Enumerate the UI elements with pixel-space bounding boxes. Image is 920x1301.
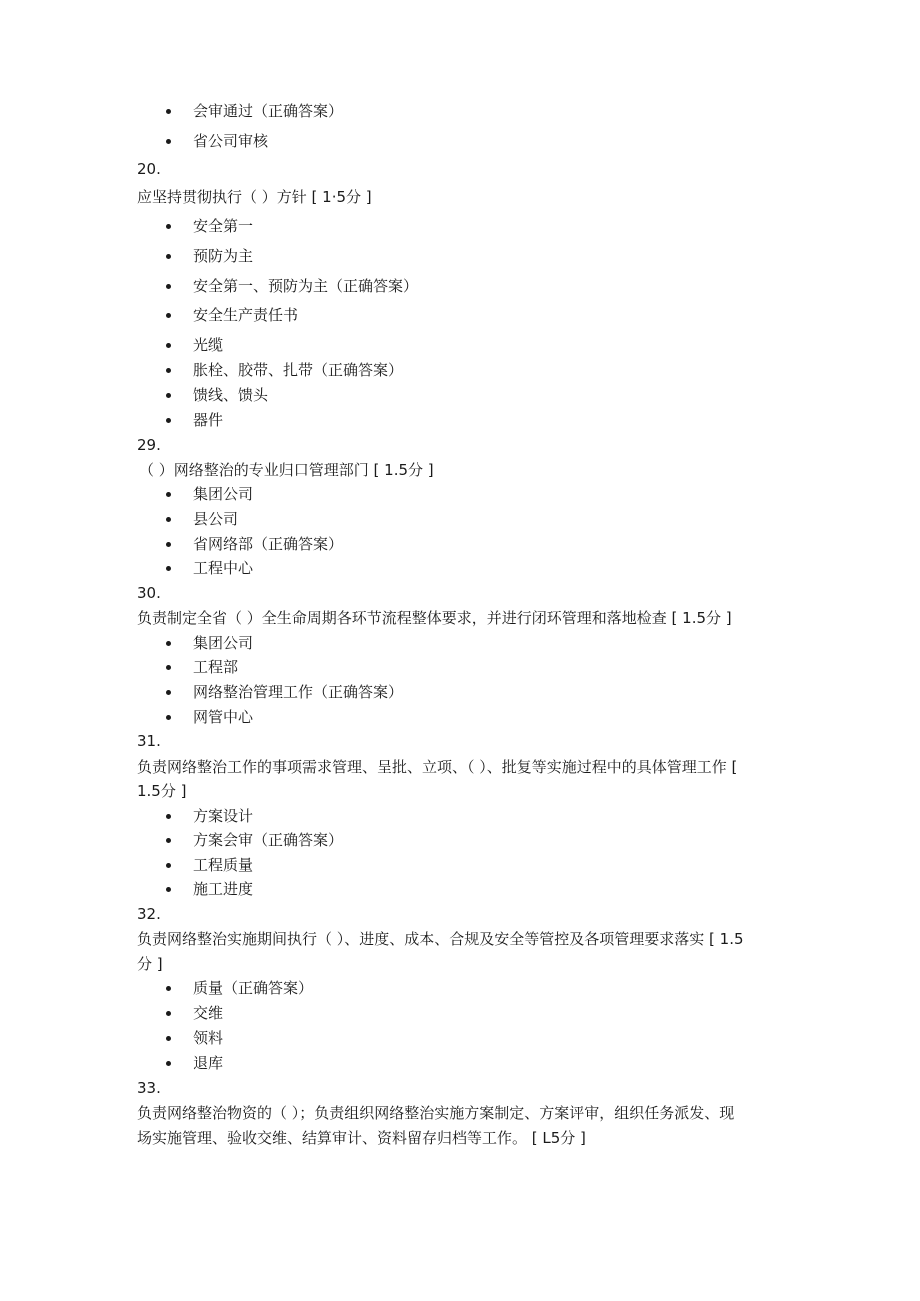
question-text: （ ）网络整治的专业归口管理部门 [ 1.5分 ] — [139, 461, 434, 479]
option-text: 安全生产责任书 — [193, 306, 299, 324]
option-text: 方案会审（正确答案） — [193, 831, 344, 849]
option-text: 光缆 — [193, 336, 224, 354]
bullet-icon — [166, 393, 171, 398]
option-text: 馈线、馈头 — [193, 386, 269, 404]
bullet-icon — [166, 139, 171, 144]
bullet-icon — [166, 517, 171, 522]
option-text: 工程部 — [193, 658, 239, 676]
option-text: 会审通过（正确答案） — [193, 102, 344, 120]
question-text-continued: 场实施管理、验收交维、结算审计、资料留存归档等工作。 [ L5分 ] — [137, 1129, 586, 1147]
bullet-icon — [166, 986, 171, 991]
option-text: 领料 — [193, 1029, 224, 1047]
question-text: 应坚持贯彻执行（ ）方针 [ 1·5分 ] — [137, 188, 372, 206]
bullet-icon — [166, 665, 171, 670]
question-number: 33. — [137, 1079, 161, 1097]
question-text: 负责网络整治实施期间执行（ ）、进度、成本、合规及安全等管控及各项管理要求落实 [ 1.5 — [137, 930, 744, 948]
question-number: 20. — [137, 160, 161, 178]
option-text: 器件 — [193, 411, 224, 429]
option-text: 安全第一 — [193, 217, 254, 235]
question-number: 31. — [137, 732, 161, 750]
option-text: 网管中心 — [193, 708, 254, 726]
bullet-icon — [166, 343, 171, 348]
bullet-icon — [166, 863, 171, 868]
bullet-icon — [166, 1011, 171, 1016]
bullet-icon — [166, 1061, 171, 1066]
option-text: 工程中心 — [193, 559, 254, 577]
option-text: 质量（正确答案） — [193, 979, 314, 997]
option-text: 省公司审核 — [193, 132, 269, 150]
option-text: 退库 — [193, 1054, 224, 1072]
option-text: 安全第一、预防为主（正确答案） — [193, 277, 419, 295]
bullet-icon — [166, 109, 171, 114]
option-text: 网络整治管理工作（正确答案） — [193, 683, 404, 701]
bullet-icon — [166, 254, 171, 259]
question-text-continued: 1.5分 ] — [137, 782, 187, 800]
option-text: 省网络部（正确答案） — [193, 535, 344, 553]
option-text: 预防为主 — [193, 247, 254, 265]
bullet-icon — [166, 284, 171, 289]
bullet-icon — [166, 814, 171, 819]
bullet-icon — [166, 542, 171, 547]
question-text-continued: 分 ] — [137, 955, 163, 973]
bullet-icon — [166, 418, 171, 423]
question-text: 负责制定全省（ ）全生命周期各环节流程整体要求，并进行闭环管理和落地检查 [ 1.5分 ] — [137, 609, 732, 627]
question-text: 负责网络整治工作的事项需求管理、呈批、立项、（ ）、批复等实施过程中的具体管理工作 [ — [137, 758, 738, 776]
bullet-icon — [166, 224, 171, 229]
bullet-icon — [166, 641, 171, 646]
option-text: 集团公司 — [193, 634, 254, 652]
option-text: 胀栓、胶带、扎带（正确答案） — [193, 361, 404, 379]
bullet-icon — [166, 566, 171, 571]
option-text: 施工进度 — [193, 880, 254, 898]
option-text: 县公司 — [193, 510, 239, 528]
bullet-icon — [166, 313, 171, 318]
question-number: 32. — [137, 905, 161, 923]
option-text: 交维 — [193, 1004, 224, 1022]
option-text: 集团公司 — [193, 485, 254, 503]
bullet-icon — [166, 1036, 171, 1041]
bullet-icon — [166, 838, 171, 843]
bullet-icon — [166, 887, 171, 892]
bullet-icon — [166, 690, 171, 695]
option-text: 工程质量 — [193, 856, 254, 874]
option-text: 方案设计 — [193, 807, 254, 825]
question-text: 负责网络整治物资的（ ）；负责组织网络整治实施方案制定、方案评审，组织任务派发、现 — [137, 1104, 735, 1122]
bullet-icon — [166, 368, 171, 373]
bullet-icon — [166, 715, 171, 720]
question-number: 29. — [137, 436, 161, 454]
question-number: 30. — [137, 584, 161, 602]
bullet-icon — [166, 492, 171, 497]
